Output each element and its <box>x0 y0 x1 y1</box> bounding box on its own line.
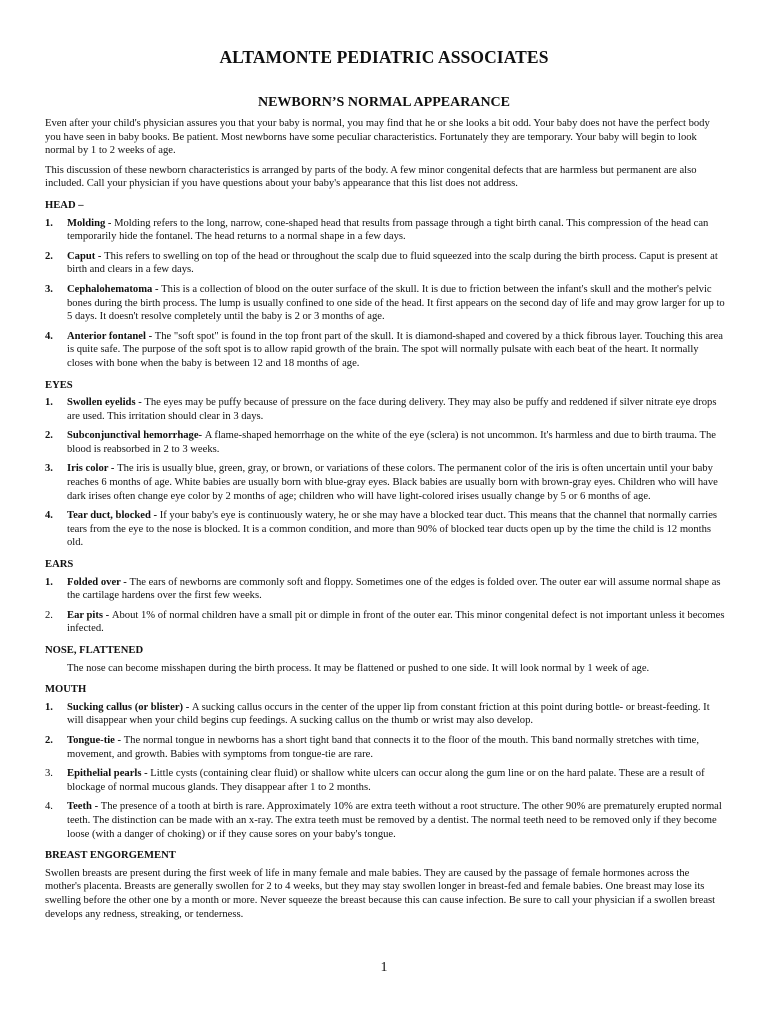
item-term: Sucking callus (or blister) - <box>67 701 192 713</box>
item-text: If your baby's eye is continuously watery, he or she may have a blocked tear duct. This means that the channel that normally carries tears from the eye to the nose is blocked. It is a common condition, and more than 90% of blocked tear ducts open up by the time the child is 12 months old. <box>67 510 718 549</box>
item-term: Ear pits - <box>67 609 112 621</box>
page-number: 1 <box>380 960 388 975</box>
list-item <box>45 250 726 277</box>
item-term: Tongue-tie - <box>67 734 124 746</box>
list-item <box>45 283 726 324</box>
item-number: 3. <box>45 283 53 295</box>
head-list <box>45 217 726 371</box>
item-number: 2. <box>45 734 53 746</box>
item-number: 1. <box>45 217 53 229</box>
section-heading-ears: EARS <box>45 559 74 571</box>
section-heading-breast: BREAST ENGORGEMENT <box>45 850 176 862</box>
list-item <box>45 609 726 636</box>
item-text: The eyes may be puffy because of pressure on the face during delivery. They may also be puffy and reddened if silver nitrate eye drops are used. This irritation should clear in 3 days. <box>67 397 717 422</box>
section-heading-nose: NOSE, FLATTENED <box>45 645 144 656</box>
item-term: Anterior fontanel - <box>67 330 155 342</box>
item-term: Cephalohematoma - <box>67 283 162 295</box>
item-number: 1. <box>45 397 53 409</box>
item-term: Epithelial pearls - <box>67 768 151 780</box>
document-body <box>45 117 726 927</box>
section-heading-mouth: MOUTH <box>45 684 87 696</box>
list-item <box>45 800 726 841</box>
item-text: Molding refers to the long, narrow, cone-shaped head that results from passage through a tight birth canal. This compression of the head can temporarily hide the fontanel. The head returns to a normal shape in a few days. <box>67 217 709 243</box>
intro-paragraph: Even after your child's physician assures you that your baby is normal, you may find that he or she looks a bit odd. Your baby does not have the perfect body you have seen in baby books. Be patient. Most newborns have some peculiar characteristics. Fortunately they are temporary. Your baby will begin to look normal by 1 to 2 weeks of age. <box>45 118 710 157</box>
item-number: 2. <box>45 430 53 442</box>
item-term: Iris color - <box>67 463 118 475</box>
item-number: 1. <box>45 701 53 713</box>
item-number: 2. <box>45 609 53 621</box>
breast-paragraph: Swollen breasts are present during the first week of life in many female and male babies. They are caused by the passage of female hormones across the mother's placenta. Breasts are generally swollen for 2 to 4 weeks, but they may stay swollen longer in breast-fed and female babies. One breast may lose its swelling before the other one by a month or more. Never squeeze the breast because this can cause infection. Be sure to call your physician if a swollen breast develops any redness, streaking, or tenderness. <box>45 867 716 920</box>
intro-paragraph: This discussion of these newborn characteristics is arranged by parts of the body. A few minor congenital defects that are harmless but permanent are also included. Call your physician if you have questions about your baby's appearance that this list does not address. <box>45 164 697 190</box>
document-subtitle: NEWBORN’S NORMAL APPEARANCE <box>257 95 510 110</box>
nose-paragraph: The nose can become misshapen during the birth process. It may be flattened or pushed to one side. It will look normal by 1 week of age. <box>67 662 650 674</box>
item-number: 4. <box>45 510 53 522</box>
item-term: Caput - <box>67 250 105 262</box>
item-number: 4. <box>45 330 53 342</box>
item-text: The iris is usually blue, green, gray, or brown, or variations of these colors. The permanent color of the iris is often uncertain until your baby reaches 6 months of age. White babies are usually born with blue-gray eyes. Black babies are usually born with brown-gray eyes. Children who will have dark irises often change eye color by 2 months of age; children who will have light-colored irises usually change by 5 or 6 months of age. <box>67 463 718 502</box>
list-item <box>45 701 726 728</box>
list-item <box>45 509 726 550</box>
item-text: About 1% of normal children have a small pit or dimple in front of the outer ear. This minor congenital defect is not important unless it becomes infected. <box>67 609 725 635</box>
section-heading-head: HEAD – <box>45 199 84 211</box>
item-text: A flame-shaped hemorrhage on the white of the eye (sclera) is not uncommon. It's harmless and due to birth trauma. The blood is reabsorbed in 2 to 3 weeks. <box>67 430 716 455</box>
item-term: Tear duct, blocked - <box>67 510 160 522</box>
item-number: 2. <box>45 250 53 262</box>
list-item <box>45 330 726 371</box>
item-number: 3. <box>45 463 53 475</box>
eyes-list <box>45 396 726 550</box>
mouth-list <box>45 701 726 841</box>
item-text: This refers to swelling on top of the head or throughout the scalp due to fluid squeezed into the scalp during the birth process. Caput is present at birth and clears in a few days. <box>67 250 718 276</box>
list-item <box>45 217 726 244</box>
ears-list <box>45 576 726 636</box>
item-number: 3. <box>45 768 53 780</box>
list-item <box>45 734 726 761</box>
document-title: ALTAMONTE PEDIATRIC ASSOCIATES <box>219 47 549 67</box>
item-text: The ears of newborns are commonly soft and floppy. Sometimes one of the edges is folded over. The outer ear will assume normal shape as the cartilage hardens over the first few weeks. <box>67 576 721 602</box>
item-term: Molding - <box>67 217 115 229</box>
item-text: Little cysts (containing clear fluid) or shallow white ulcers can occur along the gum line or on the hard palate. These are a result of blockage of normal mucous glands. They disappear after 1 to 2 months. <box>67 768 705 793</box>
item-number: 4. <box>45 801 53 813</box>
item-text: This is a collection of blood on the outer surface of the skull. It is due to friction between the infant's skull and the mother's pelvic bones during the birth process. The lump is usually confined to one side of the head. It first appears on the second day of life and may grow larger for up to 5 days. It doesn't resolve completely until the baby is 2 or 3 months of age. <box>67 283 725 323</box>
list-item <box>45 429 726 456</box>
item-text: The presence of a tooth at birth is rare. Approximately 10% are extra teeth without a root structure. The other 90% are prematurely erupted normal teeth. The distinction can be made with an x-ray. The extra teeth must be removed by a dentist. The normal teeth need to be removed only if they become loose (with a danger of choking) or if they cause sores on your baby's tongue. <box>67 801 722 840</box>
item-term: Subconjunctival hemorrhage- <box>67 430 205 442</box>
list-item <box>45 576 726 603</box>
list-item <box>45 767 726 794</box>
item-term: Swollen eyelids - <box>67 397 145 409</box>
item-text: The normal tongue in newborns has a short tight band that connects it to the floor of the mouth. This band normally stretches with time, movement, and growth. Babies with symptoms from tongue-tie are rare. <box>67 734 699 760</box>
item-text: The "soft spot" is found in the top front part of the skull. It is diamond-shaped and covered by a thick fibrous layer. Touching this area is quite safe. The purpose of the soft spot is to allow rapid growth of the brain. The spot will normally pulsate with each beat of the heart. It normally closes with bone when the baby is between 12 and 18 months of age. <box>67 330 723 369</box>
item-text: A sucking callus occurs in the center of the upper lip from constant friction at this point during bottle- or breast-feeding. It will disappear when your child begins cup feedings. A sucking callus on the thumb or wrist may also develop. <box>67 701 710 727</box>
list-item <box>45 396 726 423</box>
item-term: Teeth - <box>67 801 101 813</box>
item-term: Folded over - <box>67 576 130 588</box>
list-item <box>45 462 726 503</box>
item-number: 1. <box>45 576 53 588</box>
section-heading-eyes: EYES <box>45 379 73 391</box>
